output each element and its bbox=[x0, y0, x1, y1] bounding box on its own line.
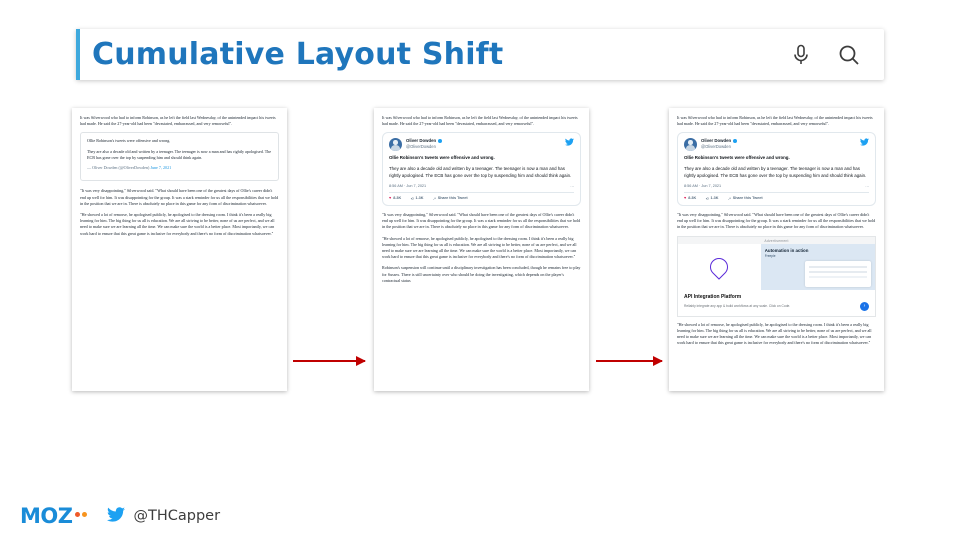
screenshot-state-1 bbox=[72, 108, 287, 391]
tweet-display-name: Oliver Dowden bbox=[406, 138, 437, 144]
tweet-retweet-count: 1.3K bbox=[415, 196, 424, 201]
tweet-share-label: Share this Tweet bbox=[732, 196, 763, 201]
screenshot-state-3 bbox=[669, 108, 884, 391]
quote-heading: Ollie Robinson's tweets were offensive and wrong. bbox=[87, 138, 171, 144]
tweet-header bbox=[684, 138, 869, 151]
blockquote-fallback bbox=[80, 132, 279, 181]
article-paragraph-2: "It was very disappointing," Silverwood said. "What should have been one of the greatest days of Ollie's career didn't end up well for him. It was disappointing for the group. It was a stark reminder for us all the responsibilities that we hold in the position that we are in. There is absolutely no place in this game for any form of discrimination whatsoever. bbox=[677, 211, 876, 230]
tweet-retweet-count: 1.3K bbox=[710, 196, 719, 201]
chevron-right-icon[interactable]: › bbox=[860, 302, 869, 311]
tweet-author bbox=[701, 138, 737, 148]
search-icon[interactable] bbox=[836, 42, 862, 68]
heart-icon: ♥ bbox=[389, 196, 392, 201]
tweet-display-name: Oliver Dowden bbox=[701, 138, 732, 144]
moz-logo-text: MOZ bbox=[20, 504, 73, 528]
tweet-author bbox=[406, 138, 442, 148]
ad-hero-panel bbox=[761, 244, 875, 290]
twitter-handle-block bbox=[107, 507, 220, 526]
tweet-handle: @OliverDowden bbox=[701, 143, 731, 149]
tweet-timestamp: 8:56 AM · Jun 7, 2021 bbox=[684, 184, 722, 189]
article-paragraph-2: "It was very disappointing," Silverwood said. "What should have been one of the greatest days of Ollie's career didn't end up well for him. It was disappointing for the group. It was a stark reminder for us all the responsibilities that we hold in the position that we are in. There is absolutely no place in this game for any form of discrimination whatsoever. bbox=[382, 211, 581, 230]
article-paragraph-2: "It was very disappointing," Silverwood said. "What should have been one of the greatest days of Ollie's career didn't end up well for him. It was disappointing for the group. It was a stark reminder for us all the responsibilities that we hold in the position that we are in. There is absolutely no place in this game for any form of discrimination whatsoever. bbox=[80, 188, 279, 206]
tweet-handle: @OliverDowden bbox=[406, 143, 436, 149]
tweet-like-count: 8.3K bbox=[688, 196, 697, 201]
tweet-like-action[interactable] bbox=[684, 196, 696, 200]
retweet-icon: ⟲ bbox=[705, 196, 709, 201]
tweet-header bbox=[389, 138, 574, 151]
twitter-bird-icon bbox=[107, 507, 125, 526]
ad-hero-card bbox=[805, 261, 871, 287]
article-paragraph-3: "He showed a lot of remorse, he apologised publicly, he apologised to the dressing room. I think it's been a really big learning for him. The big thing for us all is education. We are all striving to be better, none of us are perfect, and we all need to make sure we are learning all the time. We can make sure the world is a better place. Most importantly, we can work hard to ensure that this great game is inclusive for everybody and there's no form of discrimination whatsoever." bbox=[677, 321, 872, 346]
share-icon: ↗ bbox=[727, 196, 731, 201]
quote-attrib-text: — Oliver Dowden (@OliverDowden) bbox=[87, 165, 150, 171]
tweet-embed[interactable] bbox=[677, 132, 876, 205]
ad-hero-subtext: Freeple bbox=[764, 253, 776, 258]
screenshot-sequence bbox=[0, 108, 960, 408]
ad-hero-heading: Automation in action bbox=[764, 247, 809, 253]
article-paragraph-3: "He showed a lot of remorse, he apologised publicly, he apologised to the dressing room. I think it's been a really big learning for him. The big thing for us all is education. We are all striving to be better, none of us are perfect, and we all need to make sure we are learning all the time. We can make sure the world is a better place. Most importantly, we can work hard to ensure that this great game is inclusive for everybody and there's no form of discrimination whatsoever." bbox=[80, 211, 275, 236]
tweet-share-action[interactable] bbox=[433, 196, 468, 201]
tweet-actions bbox=[389, 196, 574, 201]
quote-link[interactable]: June 7, 2021 bbox=[150, 165, 172, 171]
more-options-icon[interactable]: ⋯ bbox=[570, 184, 574, 189]
title-icon-group bbox=[788, 42, 862, 68]
ad-hero-image bbox=[678, 244, 875, 290]
more-options-icon[interactable]: ⋯ bbox=[865, 184, 869, 189]
microphone-icon[interactable] bbox=[788, 42, 814, 68]
avatar bbox=[389, 138, 402, 151]
twitter-bird-icon[interactable] bbox=[565, 138, 574, 148]
screenshot-state-2 bbox=[374, 108, 589, 391]
retweet-icon: ⟲ bbox=[410, 196, 414, 201]
arrow-2 bbox=[596, 360, 662, 362]
twitter-bird-icon[interactable] bbox=[860, 138, 869, 148]
ad-description-row bbox=[678, 300, 875, 316]
ad-brand-area bbox=[678, 244, 761, 290]
tweet-like-action[interactable] bbox=[389, 196, 401, 200]
ad-title: API Integration Platform bbox=[684, 293, 742, 300]
tweet-timestamp-row bbox=[389, 184, 574, 193]
tweet-line-1: Ollie Robinson's tweets were offensive and wrong. bbox=[389, 155, 495, 161]
moz-logo bbox=[20, 504, 87, 528]
tweet-actions bbox=[684, 196, 869, 201]
article-intro: It was Silverwood who had to inform Robinson, as he left the field last Wednesday, of the unintended impact his tweets had made. He said the 27-year-old had been "devastated, embarrassed, and very remorseful". bbox=[80, 115, 276, 127]
tweet-share-action[interactable] bbox=[728, 196, 763, 201]
share-icon: ↗ bbox=[432, 196, 436, 201]
ad-label: Advertisement bbox=[678, 237, 875, 244]
article-paragraph-3: "He showed a lot of remorse, he apologised publicly, he apologised to the dressing room. I think it's been a really big learning for him. The big thing for us all is education. We are all striving to be better, none of us are perfect, and we all need to make sure we are learning all the time. We can make sure the world is a better place. Most importantly, we can work hard to ensure that this great game is inclusive for everybody and there's no form of discrimination whatsoever." bbox=[382, 235, 577, 260]
tweet-line-1: Ollie Robinson's tweets were offensive and wrong. bbox=[684, 155, 790, 161]
page-title: Cumulative Layout Shift bbox=[92, 37, 504, 72]
title-accent-bar bbox=[76, 29, 80, 80]
article-intro: It was Silverwood who had to inform Robinson, as he left the field last Wednesday, of the unintended impact his tweets had made. He said the 27-year-old had been "devastated, embarrassed, and very remorseful". bbox=[677, 115, 873, 127]
heart-icon: ♥ bbox=[684, 196, 687, 201]
tweet-timestamp-row bbox=[684, 184, 869, 193]
tweet-retweet-action[interactable] bbox=[705, 196, 718, 201]
verified-badge-icon bbox=[438, 139, 442, 143]
tweet-retweet-action[interactable] bbox=[410, 196, 423, 201]
tweet-timestamp: 8:56 AM · Jun 7, 2021 bbox=[389, 184, 427, 189]
twitter-handle: @THCapper bbox=[133, 508, 221, 524]
ad-description: Reliably integrate any app & build workflows at any scale. Click on Code. bbox=[684, 304, 791, 309]
article-paragraph-4: Robinson's suspension will continue until a disciplinary investigation has been concluded, though he remains free to play for Sussex. There is still uncertainty over who should be doing the investigating, which depends on the player's contractual status bbox=[382, 265, 581, 283]
moz-dots-icon bbox=[75, 512, 87, 520]
tweet-line-2: They are also a decade old and written by a teenager. The teenager is now a man and has rightly apologised. The ECB has gone over the top by suspending him and should think again. bbox=[684, 166, 867, 179]
quote-body: They are also a decade old and written by a teenager. The teenager is now a man and has rightly apologised. The ECB has gone over the top by suspending him and should think again. bbox=[87, 148, 272, 160]
slide-title-bar bbox=[76, 29, 884, 80]
verified-badge-icon bbox=[733, 139, 737, 143]
ad-logo-icon bbox=[707, 254, 732, 279]
tweet-embed[interactable] bbox=[382, 132, 581, 205]
advertisement-block[interactable] bbox=[677, 236, 876, 317]
tweet-line-2: They are also a decade old and written by a teenager. The teenager is now a man and has rightly apologised. The ECB has gone over the top by suspending him and should think again. bbox=[389, 166, 572, 179]
slide-footer bbox=[20, 504, 220, 528]
arrow-1 bbox=[293, 360, 365, 362]
article-intro: It was Silverwood who had to inform Robinson, as he left the field last Wednesday, of the unintended impact his tweets had made. He said the 27-year-old had been "devastated, embarrassed, and very remorseful". bbox=[382, 115, 578, 127]
tweet-like-count: 8.3K bbox=[393, 196, 402, 201]
quote-attribution bbox=[87, 165, 272, 171]
avatar bbox=[684, 138, 697, 151]
tweet-share-label: Share this Tweet bbox=[437, 196, 468, 201]
